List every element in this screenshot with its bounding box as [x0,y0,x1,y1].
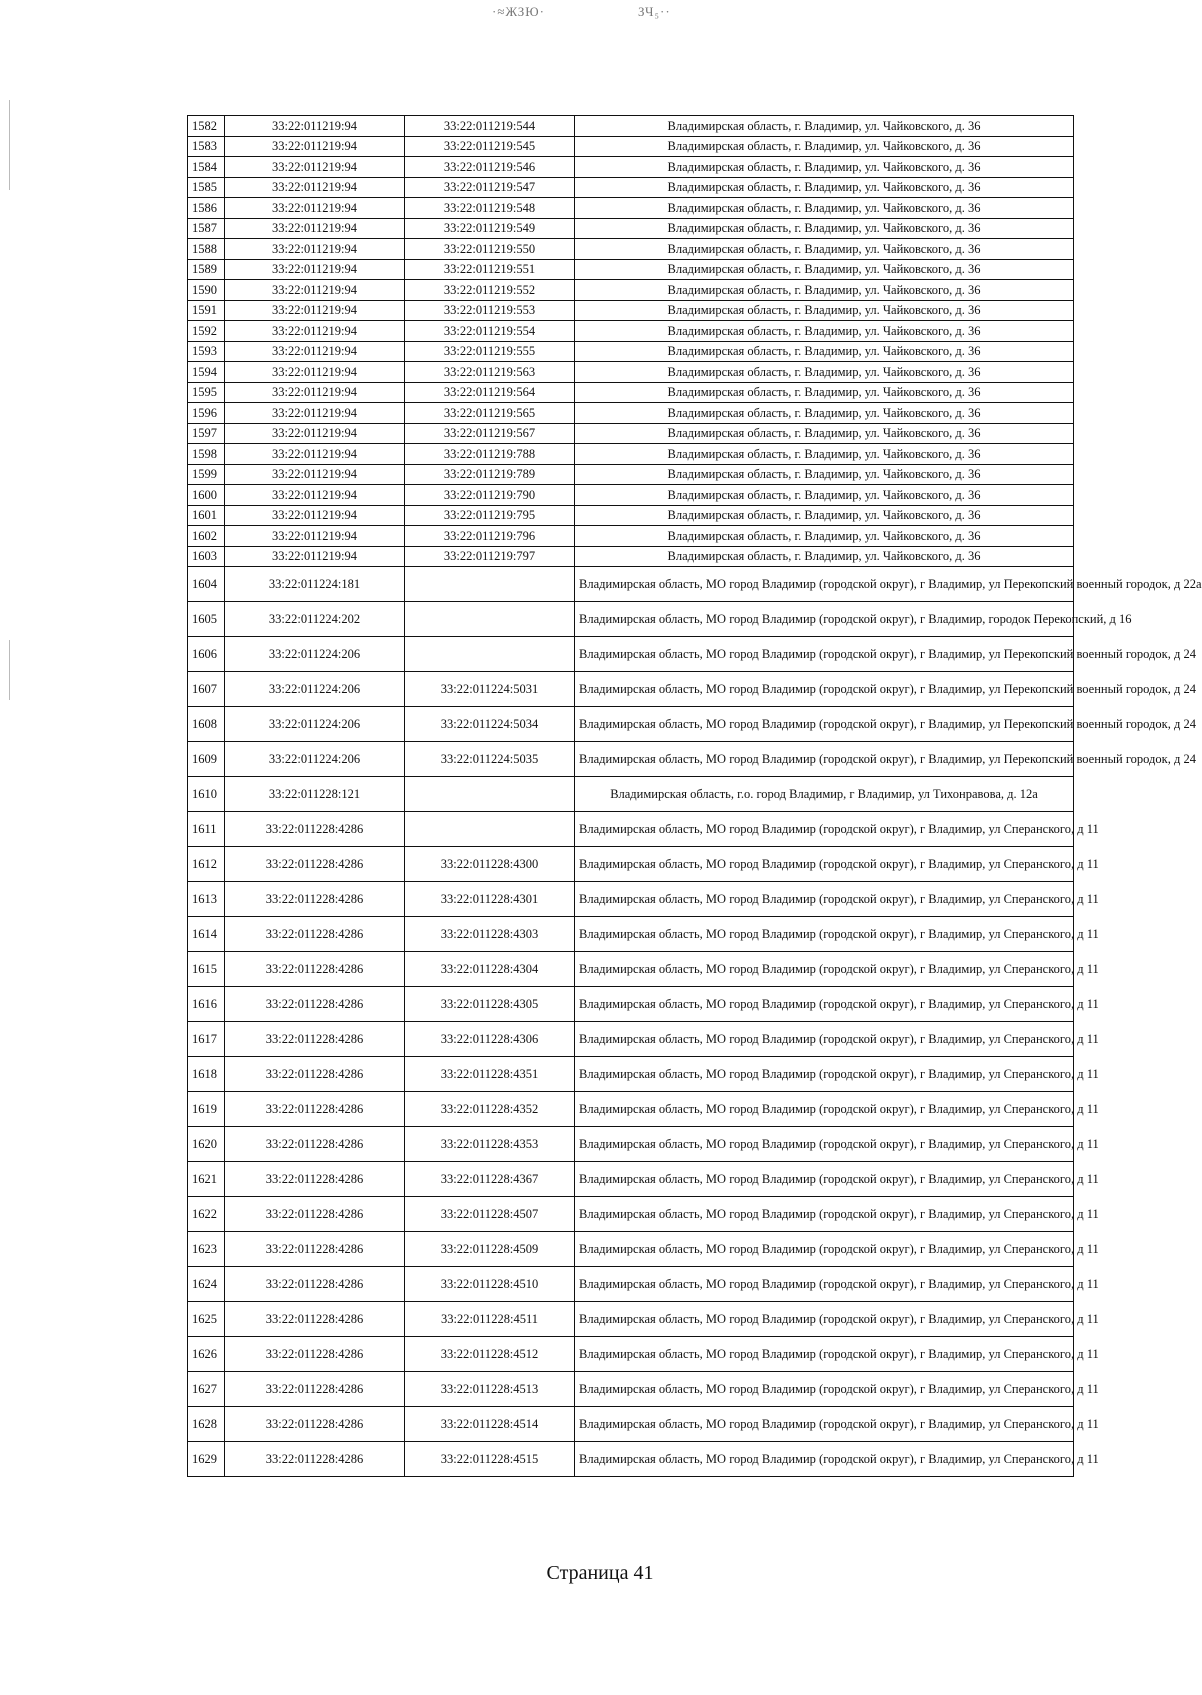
parcel-number-cell: 33:22:011219:94 [225,505,405,526]
object-number-cell: 33:22:011219:564 [405,382,575,403]
address-cell: Владимирская область, г. Владимир, ул. Чайковского, д. 36 [575,423,1074,444]
object-number-cell: 33:22:011224:5034 [405,707,575,742]
table-row [188,1092,1074,1127]
table-row [188,707,1074,742]
row-number-cell: 1605 [188,602,225,637]
row-number-cell: 1629 [188,1442,225,1477]
table-row [188,198,1074,219]
address-cell: Владимирская область, МО город Владимир (городской округ), г Владимир, ул Сперанского, д 11 [575,1057,1074,1092]
object-number-cell: 33:22:011228:4352 [405,1092,575,1127]
table-row [188,546,1074,567]
row-number-cell: 1617 [188,1022,225,1057]
object-number-cell [405,812,575,847]
row-number-cell: 1603 [188,546,225,567]
parcel-number-cell: 33:22:011228:4286 [225,1022,405,1057]
table-row [188,1407,1074,1442]
object-number-cell: 33:22:011228:4512 [405,1337,575,1372]
parcel-number-cell: 33:22:011219:94 [225,464,405,485]
address-cell: Владимирская область, г. Владимир, ул. Чайковского, д. 36 [575,198,1074,219]
address-cell: Владимирская область, МО город Владимир (городской округ), г Владимир, ул Сперанского, д 11 [575,1442,1074,1477]
object-number-cell: 33:22:011219:548 [405,198,575,219]
address-cell: Владимирская область, г. Владимир, ул. Чайковского, д. 36 [575,341,1074,362]
table-row [188,300,1074,321]
row-number-cell: 1623 [188,1232,225,1267]
parcel-number-cell: 33:22:011228:4286 [225,987,405,1022]
object-number-cell: 33:22:011219:567 [405,423,575,444]
row-number-cell: 1612 [188,847,225,882]
row-number-cell: 1611 [188,812,225,847]
table-row [188,239,1074,260]
object-number-cell: 33:22:011228:4507 [405,1197,575,1232]
parcel-number-cell: 33:22:011219:94 [225,362,405,383]
table-row [188,403,1074,424]
row-number-cell: 1586 [188,198,225,219]
parcel-number-cell: 33:22:011219:94 [225,444,405,465]
row-number-cell: 1598 [188,444,225,465]
table-row [188,812,1074,847]
table-row [188,1162,1074,1197]
row-number-cell: 1590 [188,280,225,301]
address-cell: Владимирская область, г. Владимир, ул. Чайковского, д. 36 [575,321,1074,342]
address-cell: Владимирская область, г. Владимир, ул. Чайковского, д. 36 [575,136,1074,157]
address-cell: Владимирская область, МО город Владимир (городской округ), г Владимир, городок Перекопский, д 16 [575,602,1074,637]
parcel-number-cell: 33:22:011228:121 [225,777,405,812]
table-row [188,116,1074,137]
row-number-cell: 1620 [188,1127,225,1162]
object-number-cell: 33:22:011228:4367 [405,1162,575,1197]
address-cell: Владимирская область, МО город Владимир (городской округ), г Владимир, ул Сперанского, д 11 [575,1337,1074,1372]
address-cell: Владимирская область, г. Владимир, ул. Чайковского, д. 36 [575,382,1074,403]
object-number-cell: 33:22:011219:552 [405,280,575,301]
address-cell: Владимирская область, МО город Владимир (городской округ), г Владимир, ул Сперанского, д 11 [575,987,1074,1022]
table-row [188,1197,1074,1232]
address-cell: Владимирская область, г. Владимир, ул. Чайковского, д. 36 [575,259,1074,280]
parcel-number-cell: 33:22:011219:94 [225,218,405,239]
row-number-cell: 1589 [188,259,225,280]
row-number-cell: 1626 [188,1337,225,1372]
object-number-cell: 33:22:011219:789 [405,464,575,485]
row-number-cell: 1597 [188,423,225,444]
object-number-cell: 33:22:011228:4301 [405,882,575,917]
row-number-cell: 1615 [188,952,225,987]
parcel-number-cell: 33:22:011228:4286 [225,1407,405,1442]
address-cell: Владимирская область, МО город Владимир (городской округ), г Владимир, ул Сперанского, д 11 [575,1197,1074,1232]
object-number-cell: 33:22:011228:4351 [405,1057,575,1092]
parcel-number-cell: 33:22:011219:94 [225,341,405,362]
row-number-cell: 1604 [188,567,225,602]
parcel-number-cell: 33:22:011224:206 [225,742,405,777]
parcel-number-cell: 33:22:011219:94 [225,198,405,219]
parcel-number-cell: 33:22:011219:94 [225,485,405,506]
table-row [188,637,1074,672]
row-number-cell: 1609 [188,742,225,777]
table-row [188,672,1074,707]
table-row [188,917,1074,952]
table-row [188,1057,1074,1092]
parcel-number-cell: 33:22:011219:94 [225,403,405,424]
row-number-cell: 1596 [188,403,225,424]
table-row [188,1267,1074,1302]
parcel-number-cell: 33:22:011224:206 [225,672,405,707]
row-number-cell: 1587 [188,218,225,239]
parcel-number-cell: 33:22:011219:94 [225,177,405,198]
table-row [188,952,1074,987]
row-number-cell: 1592 [188,321,225,342]
row-number-cell: 1585 [188,177,225,198]
address-cell: Владимирская область, МО город Владимир (городской округ), г Владимир, ул Сперанского, д 11 [575,1302,1074,1337]
table-row [188,882,1074,917]
object-number-cell [405,567,575,602]
row-number-cell: 1599 [188,464,225,485]
parcel-number-cell: 33:22:011228:4286 [225,1267,405,1302]
address-cell: Владимирская область, МО город Владимир (городской округ), г Владимир, ул Сперанского, д 11 [575,1022,1074,1057]
object-number-cell: 33:22:011228:4510 [405,1267,575,1302]
object-number-cell: 33:22:011219:546 [405,157,575,178]
parcel-number-cell: 33:22:011219:94 [225,546,405,567]
address-cell: Владимирская область, г.о. город Владимир, г Владимир, ул Тихонравова, д. 12а [575,777,1074,812]
object-number-cell: 33:22:011219:555 [405,341,575,362]
parcel-number-cell: 33:22:011228:4286 [225,917,405,952]
parcel-number-cell: 33:22:011219:94 [225,157,405,178]
object-number-cell [405,602,575,637]
address-cell: Владимирская область, г. Владимир, ул. Чайковского, д. 36 [575,505,1074,526]
table-row [188,382,1074,403]
table-row [188,177,1074,198]
table-row [188,777,1074,812]
row-number-cell: 1606 [188,637,225,672]
parcel-number-cell: 33:22:011224:181 [225,567,405,602]
records-table-body [188,116,1202,1477]
object-number-cell: 33:22:011224:5035 [405,742,575,777]
object-number-cell: 33:22:011228:4514 [405,1407,575,1442]
address-cell: Владимирская область, г. Владимир, ул. Чайковского, д. 36 [575,157,1074,178]
table-row [188,1337,1074,1372]
row-number-cell: 1621 [188,1162,225,1197]
object-number-cell: 33:22:011228:4303 [405,917,575,952]
parcel-number-cell: 33:22:011228:4286 [225,882,405,917]
parcel-number-cell: 33:22:011224:206 [225,637,405,672]
table-row [188,742,1074,777]
parcel-number-cell: 33:22:011219:94 [225,423,405,444]
row-number-cell: 1601 [188,505,225,526]
row-number-cell: 1618 [188,1057,225,1092]
address-cell: Владимирская область, МО город Владимир (городской округ), г Владимир, ул Сперанского, д 11 [575,1267,1074,1302]
table-row [188,1302,1074,1337]
address-cell: Владимирская область, МО город Владимир (городской округ), г Владимир, ул Перекопский военный городок, д 24 [575,637,1074,672]
row-number-cell: 1619 [188,1092,225,1127]
parcel-number-cell: 33:22:011219:94 [225,116,405,137]
object-number-cell: 33:22:011219:788 [405,444,575,465]
address-cell: Владимирская область, МО город Владимир (городской округ), г Владимир, ул Сперанского, д 11 [575,1407,1074,1442]
table-row [188,1022,1074,1057]
address-cell: Владимирская область, г. Владимир, ул. Чайковского, д. 36 [575,239,1074,260]
address-cell: Владимирская область, МО город Владимир (городской округ), г Владимир, ул Сперанского, д 11 [575,1162,1074,1197]
parcel-number-cell: 33:22:011228:4286 [225,847,405,882]
object-number-cell: 33:22:011219:547 [405,177,575,198]
table-row [188,1442,1074,1477]
records-table [187,115,1202,1477]
object-number-cell: 33:22:011228:4513 [405,1372,575,1407]
object-number-cell: 33:22:011219:563 [405,362,575,383]
address-cell: Владимирская область, МО город Владимир (городской округ), г Владимир, ул Сперанского, д 11 [575,1232,1074,1267]
object-number-cell: 33:22:011228:4353 [405,1127,575,1162]
table-row [188,1127,1074,1162]
row-number-cell: 1591 [188,300,225,321]
parcel-number-cell: 33:22:011228:4286 [225,952,405,987]
object-number-cell [405,777,575,812]
table-row [188,423,1074,444]
table-row [188,505,1074,526]
parcel-number-cell: 33:22:011219:94 [225,526,405,547]
row-number-cell: 1614 [188,917,225,952]
object-number-cell [405,637,575,672]
object-number-cell: 33:22:011228:4300 [405,847,575,882]
scan-margin-line [9,640,10,700]
parcel-number-cell: 33:22:011228:4286 [225,1232,405,1267]
parcel-number-cell: 33:22:011224:206 [225,707,405,742]
table-row [188,847,1074,882]
object-number-cell: 33:22:011219:797 [405,546,575,567]
row-number-cell: 1595 [188,382,225,403]
address-cell: Владимирская область, МО город Владимир (городской округ), г Владимир, ул Перекопский военный городок, д 24 [575,742,1074,777]
row-number-cell: 1600 [188,485,225,506]
parcel-number-cell: 33:22:011228:4286 [225,1197,405,1232]
address-cell: Владимирская область, г. Владимир, ул. Чайковского, д. 36 [575,280,1074,301]
object-number-cell: 33:22:011228:4304 [405,952,575,987]
address-cell: Владимирская область, г. Владимир, ул. Чайковского, д. 36 [575,300,1074,321]
row-number-cell: 1584 [188,157,225,178]
address-cell: Владимирская область, г. Владимир, ул. Чайковского, д. 36 [575,464,1074,485]
address-cell: Владимирская область, МО город Владимир (городской округ), г Владимир, ул Перекопский военный городок, д 24 [575,672,1074,707]
object-number-cell: 33:22:011219:551 [405,259,575,280]
address-cell: Владимирская область, г. Владимир, ул. Чайковского, д. 36 [575,444,1074,465]
object-number-cell: 33:22:011228:4511 [405,1302,575,1337]
address-cell: Владимирская область, г. Владимир, ул. Чайковского, д. 36 [575,362,1074,383]
parcel-number-cell: 33:22:011228:4286 [225,1442,405,1477]
address-cell: Владимирская область, МО город Владимир (городской округ), г Владимир, ул Сперанского, д 11 [575,917,1074,952]
row-number-cell: 1616 [188,987,225,1022]
table-row [188,464,1074,485]
address-cell: Владимирская область, МО город Владимир (городской округ), г Владимир, ул Сперанского, д 11 [575,1127,1074,1162]
parcel-number-cell: 33:22:011219:94 [225,300,405,321]
address-cell: Владимирская область, г. Владимир, ул. Чайковского, д. 36 [575,526,1074,547]
address-cell: Владимирская область, МО город Владимир (городской округ), г Владимир, ул Перекопский военный городок, д 24 [575,707,1074,742]
row-number-cell: 1607 [188,672,225,707]
object-number-cell: 33:22:011224:5031 [405,672,575,707]
parcel-number-cell: 33:22:011224:202 [225,602,405,637]
parcel-number-cell: 33:22:011228:4286 [225,812,405,847]
table-row [188,567,1074,602]
row-number-cell: 1594 [188,362,225,383]
table-row [188,218,1074,239]
address-cell: Владимирская область, МО город Владимир (городской округ), г Владимир, ул Сперанского, д 11 [575,952,1074,987]
object-number-cell: 33:22:011219:545 [405,136,575,157]
row-number-cell: 1583 [188,136,225,157]
object-number-cell: 33:22:011219:549 [405,218,575,239]
table-row [188,485,1074,506]
object-number-cell: 33:22:011219:553 [405,300,575,321]
parcel-number-cell: 33:22:011228:4286 [225,1162,405,1197]
object-number-cell: 33:22:011219:795 [405,505,575,526]
address-cell: Владимирская область, МО город Владимир (городской округ), г Владимир, ул Сперанского, д 11 [575,847,1074,882]
row-number-cell: 1613 [188,882,225,917]
parcel-number-cell: 33:22:011219:94 [225,382,405,403]
row-number-cell: 1582 [188,116,225,137]
object-number-cell: 33:22:011219:550 [405,239,575,260]
parcel-number-cell: 33:22:011219:94 [225,136,405,157]
scan-margin-line [9,100,10,190]
row-number-cell: 1588 [188,239,225,260]
row-number-cell: 1625 [188,1302,225,1337]
table-row [188,1232,1074,1267]
row-number-cell: 1593 [188,341,225,362]
address-cell: Владимирская область, МО город Владимир (городской округ), г Владимир, ул Сперанского, д 11 [575,1372,1074,1407]
parcel-number-cell: 33:22:011228:4286 [225,1057,405,1092]
object-number-cell: 33:22:011219:544 [405,116,575,137]
parcel-number-cell: 33:22:011219:94 [225,259,405,280]
address-cell: Владимирская область, МО город Владимир (городской округ), г Владимир, ул Сперанского, д 11 [575,882,1074,917]
parcel-number-cell: 33:22:011228:4286 [225,1092,405,1127]
scan-mark: ·≈ЖЗЮ· [492,4,545,19]
table-row [188,321,1074,342]
page-number: Страница 41 [546,1562,654,1584]
address-cell: Владимирская область, МО город Владимир (городской округ), г Владимир, ул Сперанского, д 11 [575,812,1074,847]
row-number-cell: 1602 [188,526,225,547]
address-cell: Владимирская область, МО город Владимир (городской округ), г Владимир, ул Перекопский военный городок, д 22а [575,567,1074,602]
row-number-cell: 1610 [188,777,225,812]
table-row [188,280,1074,301]
table-row [188,259,1074,280]
object-number-cell: 33:22:011219:554 [405,321,575,342]
table-row [188,1372,1074,1407]
parcel-number-cell: 33:22:011228:4286 [225,1127,405,1162]
scan-mark: ЗЧ₅·· [638,4,671,19]
table-row [188,987,1074,1022]
row-number-cell: 1627 [188,1372,225,1407]
row-number-cell: 1624 [188,1267,225,1302]
object-number-cell: 33:22:011228:4306 [405,1022,575,1057]
parcel-number-cell: 33:22:011219:94 [225,321,405,342]
address-cell: Владимирская область, г. Владимир, ул. Чайковского, д. 36 [575,177,1074,198]
parcel-number-cell: 33:22:011228:4286 [225,1302,405,1337]
object-number-cell: 33:22:011228:4515 [405,1442,575,1477]
table-row [188,444,1074,465]
object-number-cell: 33:22:011228:4305 [405,987,575,1022]
address-cell: Владимирская область, г. Владимир, ул. Чайковского, д. 36 [575,218,1074,239]
table-row [188,602,1074,637]
table-row [188,136,1074,157]
address-cell: Владимирская область, г. Владимир, ул. Чайковского, д. 36 [575,485,1074,506]
parcel-number-cell: 33:22:011219:94 [225,280,405,301]
parcel-number-cell: 33:22:011228:4286 [225,1337,405,1372]
address-cell: Владимирская область, МО город Владимир (городской округ), г Владимир, ул Сперанского, д 11 [575,1092,1074,1127]
table-row [188,157,1074,178]
table-row [188,526,1074,547]
address-cell: Владимирская область, г. Владимир, ул. Чайковского, д. 36 [575,546,1074,567]
parcel-number-cell: 33:22:011228:4286 [225,1372,405,1407]
object-number-cell: 33:22:011219:796 [405,526,575,547]
object-number-cell: 33:22:011219:565 [405,403,575,424]
address-cell: Владимирская область, г. Владимир, ул. Чайковского, д. 36 [575,116,1074,137]
table-row [188,341,1074,362]
row-number-cell: 1608 [188,707,225,742]
object-number-cell: 33:22:011228:4509 [405,1232,575,1267]
object-number-cell: 33:22:011219:790 [405,485,575,506]
table-row [188,362,1074,383]
row-number-cell: 1628 [188,1407,225,1442]
parcel-number-cell: 33:22:011219:94 [225,239,405,260]
address-cell: Владимирская область, г. Владимир, ул. Чайковского, д. 36 [575,403,1074,424]
row-number-cell: 1622 [188,1197,225,1232]
